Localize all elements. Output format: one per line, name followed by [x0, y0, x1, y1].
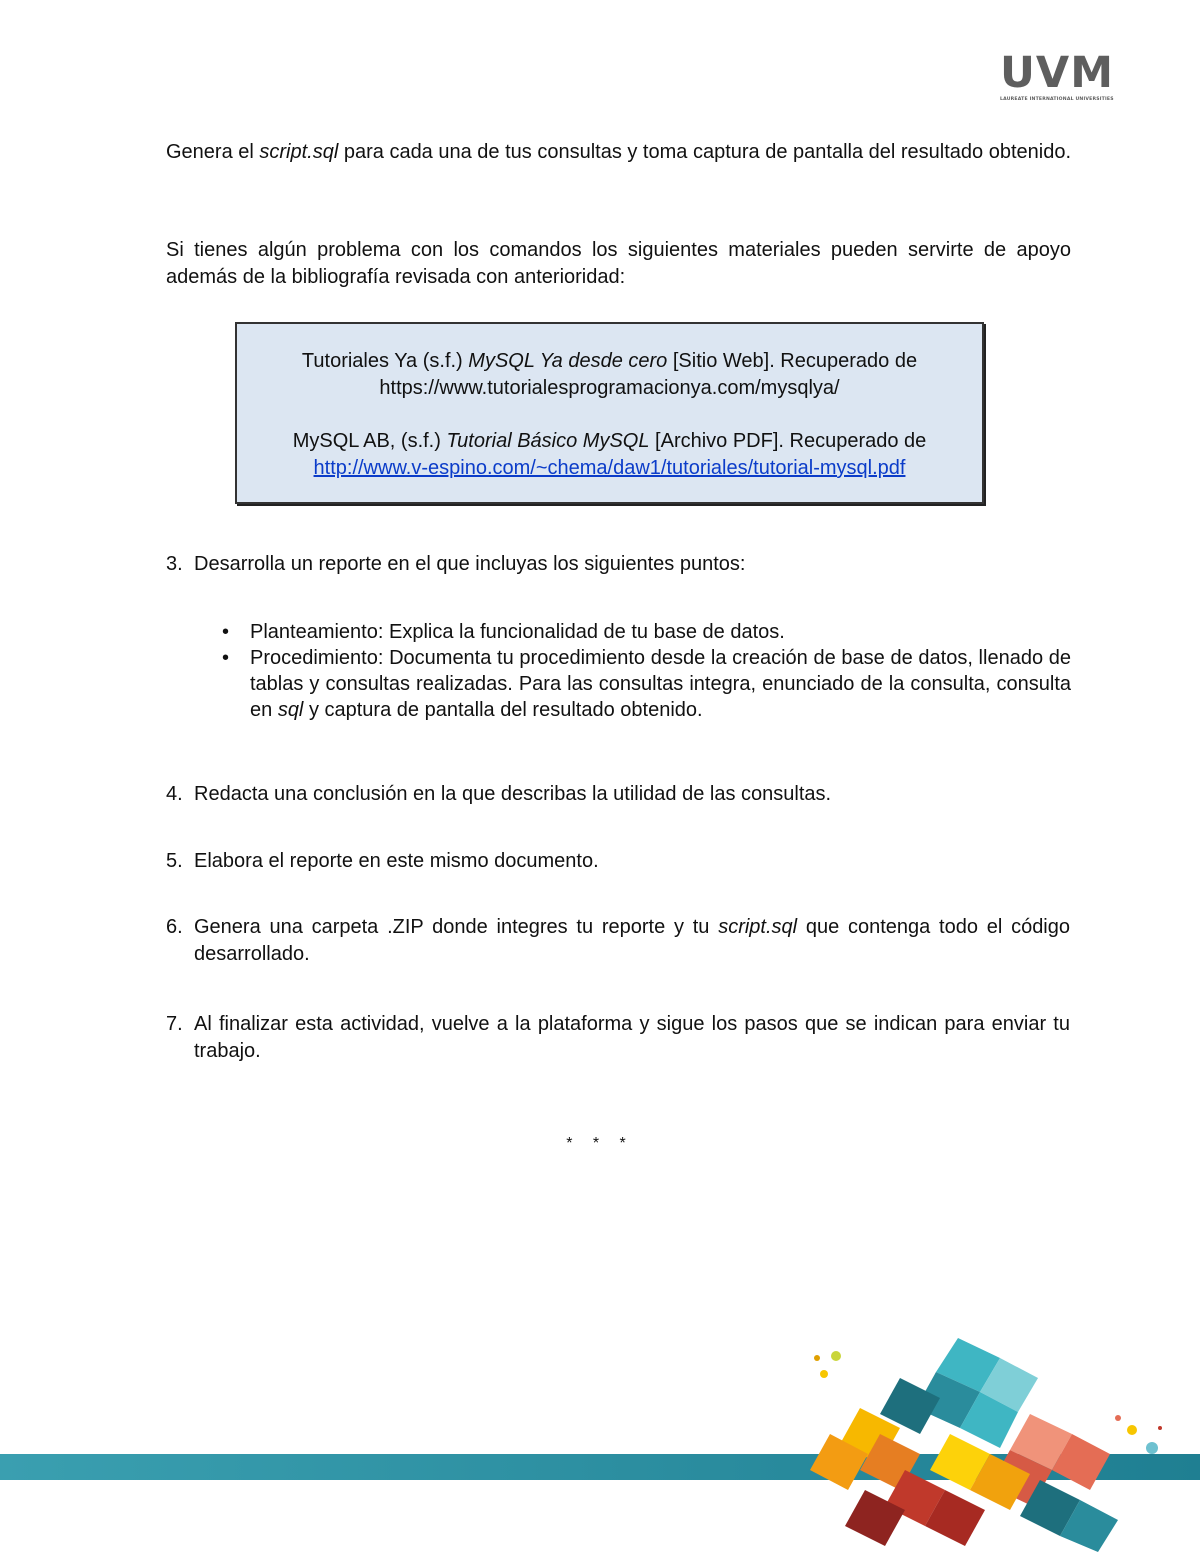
step-7 — [166, 1011, 1071, 1065]
reference-2 — [237, 428, 982, 482]
step-7-text: Al finalizar esta actividad, vuelve a la plataforma y sigue los pasos que se indican para enviar tu trabajo. — [194, 1013, 1070, 1062]
dot-decoration — [1146, 1442, 1158, 1454]
reference-1-title: MySQL Ya desde cero — [468, 350, 668, 372]
intro-paragraph-2 — [166, 237, 1071, 291]
step-6-text-b: que contenga todo el código desarrollado. — [194, 916, 1070, 965]
step-3-bullets — [222, 619, 1071, 723]
step-5-text: Elabora el reporte en este mismo documento. — [194, 850, 599, 872]
step-6-text — [194, 914, 1070, 968]
reference-1 — [237, 348, 982, 402]
bullet-1-text: Planteamiento: Explica la funcionalidad de tu base de datos. — [250, 621, 785, 643]
step-6-script-emphasis: script.sql — [718, 916, 798, 938]
logo-text: UVM — [1000, 48, 1114, 98]
reference-2-author: MySQL AB, (s.f.) — [292, 430, 447, 452]
intro-p2-text: Si tienes algún problema con los comandos los siguientes materiales pueden servirte de apoyo además de la bibliografía revisada con anterioridad: — [166, 239, 1071, 288]
intro-text: Genera el — [166, 141, 260, 163]
intro-paragraph-1 — [166, 139, 1071, 166]
reference-1-url: https://www.tutorialesprogramacionya.com/mysqlya/ — [379, 377, 840, 399]
reference-1-source: [Sitio Web]. Recuperado de — [667, 350, 918, 372]
script-sql-emphasis: script.sql — [259, 141, 339, 163]
step-4-text: Redacta una conclusión en la que describas la utilidad de las consultas. — [194, 783, 832, 805]
step-4-number: 4. — [166, 783, 183, 805]
reference-2-title: Tutorial Básico MySQL — [446, 430, 650, 452]
step-3-text: Desarrolla un reporte en el que incluyas los siguientes puntos: — [194, 553, 746, 575]
bullet-procedimiento — [222, 645, 1071, 723]
dot-decoration — [1115, 1415, 1121, 1421]
cube-cluster-icon — [810, 1338, 1118, 1552]
step-3-number: 3. — [166, 553, 183, 575]
step-5-number: 5. — [166, 850, 183, 872]
reference-1-author: Tutoriales Ya (s.f.) — [301, 350, 469, 372]
step-5 — [166, 848, 1071, 875]
dot-decoration — [1127, 1425, 1137, 1435]
step-7-number: 7. — [166, 1013, 183, 1035]
step-3 — [166, 551, 1071, 578]
references-box — [235, 322, 984, 504]
logo-subtitle: LAUREATE INTERNATIONAL UNIVERSITIES — [1000, 97, 1114, 102]
bullet-2-text-end: y captura de pantalla del resultado obtenido. — [303, 699, 703, 721]
step-4 — [166, 781, 1071, 808]
sql-emphasis: sql — [277, 699, 304, 721]
reference-2-link[interactable]: http://www.v-espino.com/~chema/daw1/tutoriales/tutorial-mysql.pdf — [313, 457, 906, 479]
bullet-planteamiento — [222, 619, 1071, 645]
separator-stars: * * * — [566, 1135, 634, 1152]
step-6 — [166, 914, 1071, 968]
intro-text-end: para cada una de tus consultas y toma captura de pantalla del resultado obtenido. — [338, 141, 1072, 163]
step-6-text-a: Genera una carpeta .ZIP donde integres tu reporte y tu — [194, 916, 719, 938]
footer-decoration — [0, 1330, 1200, 1553]
dot-decoration — [1158, 1426, 1162, 1430]
uvm-logo — [1000, 48, 1122, 106]
dot-decoration — [814, 1355, 820, 1361]
step-6-number: 6. — [166, 916, 183, 938]
bullet-2-text: Procedimiento: Documenta tu procedimiento desde la creación de base de datos, llenado de tablas y consultas realizadas. Para las consultas integra, enunciado de la consulta, consulta en — [250, 647, 1071, 721]
reference-2-source: [Archivo PDF]. Recuperado de — [649, 430, 927, 452]
dot-decoration — [820, 1370, 828, 1378]
dot-decoration — [831, 1351, 841, 1361]
